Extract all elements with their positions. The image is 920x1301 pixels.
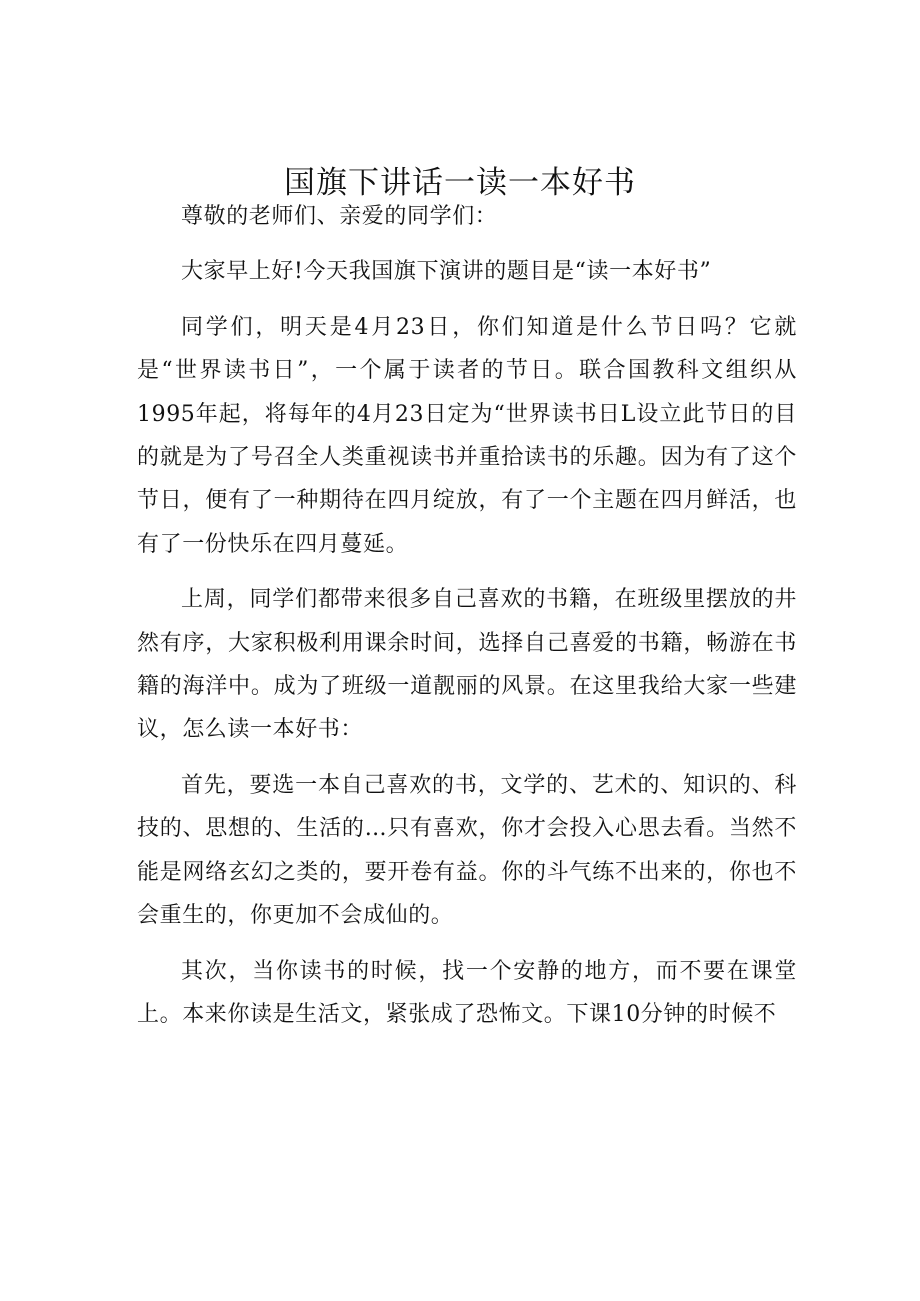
paragraph-last-week: 上周，同学们都带来很多自己喜欢的书籍，在班级里摆放的井然有序，大家积极利用课余时间，选择自己喜爱的书籍，畅游在书籍的海洋中。成为了班级一道靓丽的风景。在这里我给大家一些建议，怎么读一本好书： bbox=[137, 587, 797, 743]
document-title: 国旗下讲话一读一本好书 bbox=[284, 165, 636, 201]
paragraph-first-advice: 首先，要选一本自己喜欢的书，文学的、艺术的、知识的、科技的、思想的、生活的…只有喜欢，你才会投入心思去看。当然不能是网络玄幻之类的，要开卷有益。你的斗气练不出来的，你也不会重生的，你更加不会成仙的。 bbox=[137, 772, 797, 929]
paragraph-second-advice: 其次，当你读书的时候，找一个安静的地方，而不要在课堂上。本来你读是生活文，紧张成了恐怖文。下课10分钟的时候不 bbox=[137, 958, 797, 1027]
paragraph-greeting: 尊敬的老师们、亲爱的同学们： bbox=[181, 204, 498, 229]
paragraph-opening: 大家早上好!今天我国旗下演讲的题目是“读一本好书” bbox=[181, 259, 712, 285]
paragraph-reading-day: 同学们，明天是4月23日，你们知道是什么节日吗？它就是“世界读书日”，一个属于读者的节日。联合国教科文组织从1995年起，将每年的4月23日定为“世界读书日L设立此节日的目的就是为了号召全人类重视读书并重拾读书的乐趣。因为有了这个节日，便有了一种期待在四月绽放，有了一个主题在四月鲜活，也有了一份快乐在四月蔓延。 bbox=[137, 314, 797, 557]
document-body bbox=[137, 195, 797, 1036]
